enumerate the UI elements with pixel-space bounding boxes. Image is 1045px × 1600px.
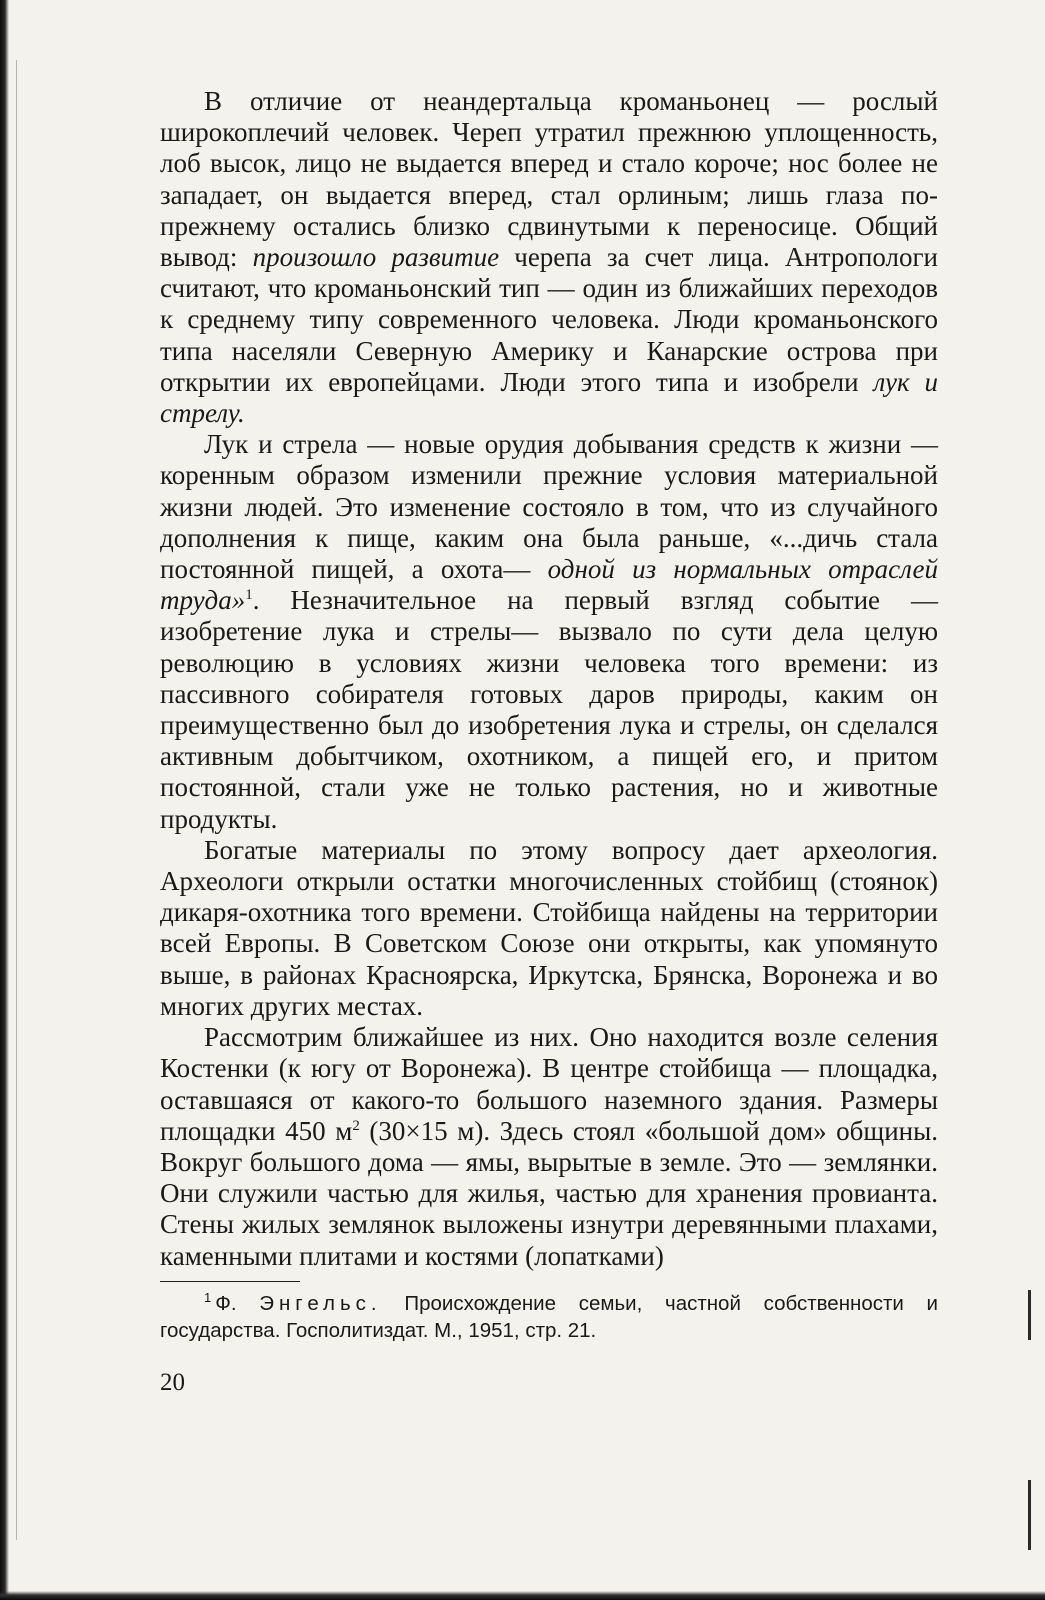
italic-text: произошло развитие — [252, 242, 500, 273]
footnote-marker: 1 — [204, 1289, 212, 1305]
footnote-author-surname: Энгельс. — [259, 1291, 382, 1315]
scan-fold-line — [16, 60, 17, 1540]
footnote-reference: 1 — [245, 587, 253, 604]
scan-mark-right — [1028, 1290, 1031, 1340]
text-run: Лук и стрела — новые орудия добывания средств к жизни — коренным образом изменили прежние условия материальной жизни людей. Это изменение состояло в том, что из случайного дополнения к пище, каким она была раньше, «...дичь стала постоянной пищей, а охота— — [160, 429, 938, 585]
footnote — [160, 1290, 938, 1344]
paragraph — [160, 86, 938, 429]
body-text — [160, 86, 938, 1272]
page-number: 20 — [160, 1368, 185, 1396]
paragraph — [160, 835, 938, 1022]
text-run: (30×15 м). Здесь стоял «большой дом» общины. Вокруг большого дома — ямы, вырытые в земле. Это — землянки. Они служили частью для жилья, частью для хранения провианта. Стены жилых землянок выложены изнутри деревянными плахами, каменными плитами и костями (лопатками) — [160, 1115, 938, 1271]
scan-mark-right — [1028, 1480, 1031, 1550]
book-page — [160, 86, 938, 1398]
footnote-divider — [160, 1281, 300, 1282]
scan-edge-left — [0, 0, 9, 1600]
italic-text: лук и стрелу. — [160, 366, 939, 429]
italic-text: одной из нормальных отраслей труда» — [160, 554, 938, 616]
text-run: Богатые материалы по этому вопросу дает археология. Археологи открыли остатки многочисленных стойбищ (стоянок) дикаря-охотника того времени. Стойбища найдены на территории всей Европы. В Советском Союзе они открыты, как упомянуто выше, в районах Красноярска, Иркутска, Брянска, Воронежа и во многих других местах. — [160, 834, 938, 1021]
text-run: черепа за счет лица. Антропологи считают, что кроманьонский тип — один из ближайших переходов к среднему типу современного человека. Люди кроманьонского типа населяли Северную Америку и Канарские острова при открытии их европейцами. Люди этого типа и изобрели — [160, 242, 938, 397]
footnote-citation: Происхождение семьи, частной собственности и государства. Госполитиздат. М., 1951, стр. 21. — [160, 1291, 939, 1342]
text-run: . Незначительное на первый взгляд событие — изобретение лука и стрелы— вызвало по сути дела целую революцию в условиях жизни человека того времени: из пассивного собирателя готовых даров природы, каким он преимущественно был до изобретения лука и стрелы, он сделался активным добытчиком, охотником, а пищей его, и притом постоянной, стали уже не только растения, но и животные продукты. — [160, 585, 938, 834]
paragraph — [160, 1022, 938, 1272]
footnote-reference: 2 — [352, 1117, 360, 1134]
text-run: Рассмотрим ближайшее из них. Оно находится возле селения Костенки (к югу от Воронежа). В центре стойбища — площадка, оставшаяся от какого-то большого наземного здания. Размеры площадки 450 м — [160, 1022, 938, 1146]
footnote-author-initial: Ф. — [215, 1291, 237, 1315]
text-run: В отличие от неандертальца кроманьонец — рослый широкоплечий человек. Череп утратил прежнюю уплощенность, лоб высок, лицо не выдается вперед и стало короче; нос более не западает, он выдается вперед, стал орлиным; лишь глаза по-прежнему остались близко сдвинутыми к переносице. Общий вывод: — [160, 86, 938, 273]
paragraph — [160, 429, 938, 835]
scan-edge-bottom — [0, 1591, 1045, 1600]
